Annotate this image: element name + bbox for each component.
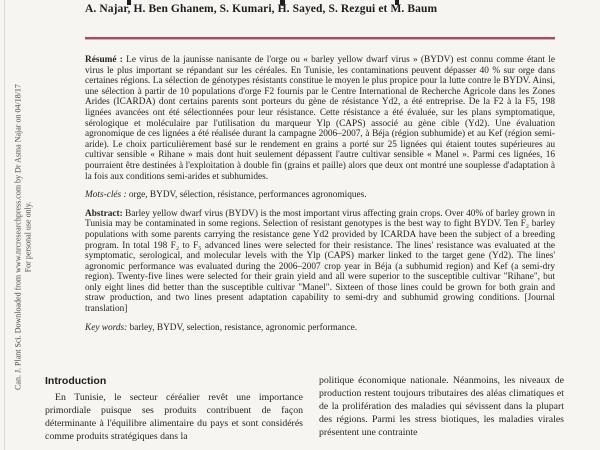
personal-use-line: For personal use only. [23, 201, 32, 273]
mots-cles-line [85, 190, 555, 201]
resume-label: Résumé : [85, 55, 123, 65]
introduction-left-column: En Tunisie, le secteur céréalier revêt une importance primordiale puisque ses produits contribuent de façon déterminante à l'équilibre alimentaire du pays et sont considérés comme produits stratégiques dans la [45, 392, 303, 442]
abstract-label: Abstract: [85, 208, 123, 219]
resume-paragraph [85, 55, 555, 182]
abstract-section [85, 55, 555, 341]
introduction-heading: Introduction [45, 375, 107, 387]
header-rule [85, 37, 555, 40]
journal-citation-line: Can. J. Plant Sci. Downloaded from www.nrcresearchpress.com by Dr Asma Najar on 04/18/17 [13, 84, 23, 390]
introduction-right-column: politique économique nationale. Néanmoins, les niveaux de production restent toujours tributaires des aléas climatiques et de la prolifération des maladies qui sévissent dans la plupart des régions. Parmi les stress biotiques, les maladies virales présentent une contrainte [319, 375, 564, 438]
abstract-paragraph [85, 209, 555, 315]
author-line: A. Najar, H. Ben Ghanem, S. Kumari, H. Sayed, S. Rezgui et M. Baum [85, 3, 438, 15]
scan-page-edge [4, 0, 5, 450]
mots-cles-text: orge, BYDV, sélection, résistance, performances agronomiques. [126, 190, 367, 201]
key-words-text: barley, BYDV, selection, resistance, agronomic performance. [127, 322, 358, 333]
key-words-label: Key words: [85, 322, 128, 333]
mots-cles-label: Mots-clés : [85, 190, 127, 201]
introduction-section [45, 375, 564, 443]
resume-text: Le virus de la jaunisse nanisante de l'orge ou « barley yellow dwarf virus » (BYDV) est connu comme étant le virus le plus important se répandant sur les céréales. En Tunisie, les contaminations peuvent dépasser 40 % sur orge dans certaines régions. La sélection de génotypes résistants constitue le moyen le plus propice pour la lutte contre le BYDV. Ainsi, une sélection à partir de 10 populations d'orge F2 fournis par le Centre International de Recherche Agricole dans les Zones Arides (ICARDA) dont certains parents sont porteurs du gène de résistance Yd2, a été entreprise. De la F2 à la F5, 198 lignées avancées ont été sélectionnées pour leur résistance. Cette résistance a été évaluée, sur les plans symptomatique, sérologique et moléculaire par l'utilisation du marqueur Ylp (CAPS) associé au gène cible (Yd2). Une évaluation agronomique de ces lignées a été réalisée durant la campagne 2006–2007, à Béja (région subhumide) et au Kef (région semi-aride). Le choix particulièrement basé sur le rendement en grains a porté sur 25 lignées qui étaient toutes supérieures au cultivar sensible « Rihane » mais dont huit seulement dépassent l'autre cultivar sensible « Manel ». Parmi ces lignées, 16 pourraient être destinées à l'exploitation à double fin (grains et paille) alors que deux ont montré une souplesse d'adaptation à la fois aux conditions semi-arides et subhumides. [85, 55, 556, 182]
key-words-line [85, 323, 555, 334]
journal-download-notice [14, 59, 33, 415]
abstract-text: Barley yellow dwarf virus (BYDV) is the most important virus affecting grain crops. Over 40% of barley grown in Tunisia may be contaminated in some regions. Selection of resistant genotypes is the best way to fight BYDV. Ten F₂ barley populations with some parents carrying the resistance gene Yd2 provided by ICARDA have been the subject of a breeding program. In total 198 F₂ to F₅ advanced lines were selected for their resistance. The lines' resistance was evaluated at the symptomatic, serological, and molecular levels with the Ylp (CAPS) marker linked to the target gene (Yd2). The lines' agronomic performance was evaluated during the 2006–2007 crop year in Béja (a subhumid region) and Kef (a semi-dry region). Twenty-five lines were selected for their grain yield and all were superior to the susceptible cultivar "Rihane", but only eight lines did better than the susceptible cultivar "Manel". Sixteen of those lines could be grown for both grain and straw production, and two lines present adaptation capability to semi-dry and subhumid growing conditions. [Journal translation] [85, 208, 555, 315]
